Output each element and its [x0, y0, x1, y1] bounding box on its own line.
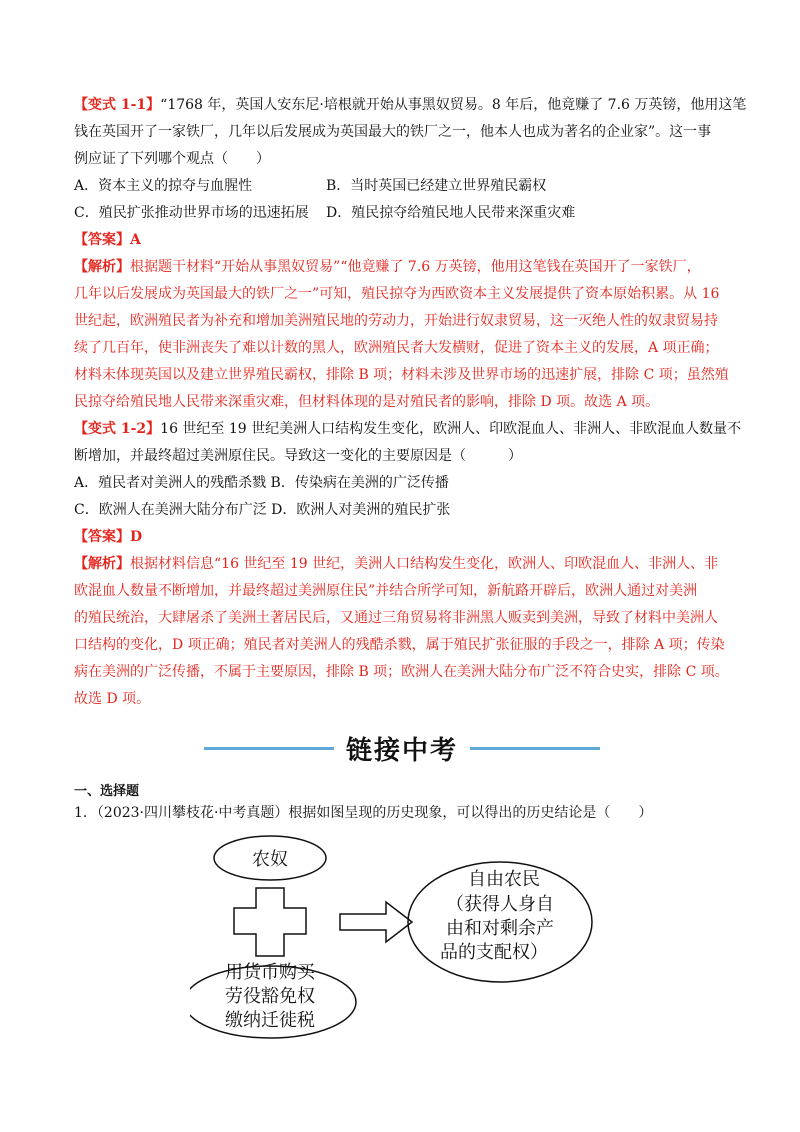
v11-options-row-2 — [74, 200, 730, 227]
v12-stem-line-1: 【变式 1-2】16 世纪至 19 世纪美洲人口结构发生变化，欧洲人、印欧混血人、非洲人、非欧混血人数量不 — [74, 421, 742, 437]
result-line-4: 品的支配权） — [440, 942, 548, 963]
v11-analysis-line-3: 世纪起，欧洲殖民者为补充和增加美洲殖民地的劳动力，开始进行奴隶贸易，这一灭绝人性的奴隶贸易持 — [74, 313, 718, 329]
v11-answer: 【答案】A — [74, 232, 141, 248]
v12-analysis-tag: 【解析】 — [74, 556, 130, 572]
v12-analysis-line-6: 故选 D 项。 — [74, 691, 151, 707]
means-line-3: 缴纳迁徙税 — [225, 1010, 315, 1031]
section-title: 一、选择题 — [74, 784, 140, 799]
plus-icon — [234, 888, 306, 956]
result-line-1: 自由农民 — [468, 869, 540, 890]
v11-option-d[interactable]: D．殖民掠夺给殖民地人民带来深重灾难 — [326, 205, 576, 221]
history-diagram — [190, 830, 610, 1040]
v11-option-a[interactable]: A．资本主义的掠夺与血腥性 — [74, 178, 253, 194]
v11-analysis-line-4: 续了几百年，使非洲丧失了难以计数的黑人，欧洲殖民者大发横财，促进了资本主义的发展，A 项正确； — [74, 340, 719, 356]
v12-analysis-line-3: 的殖民统治，大肆屠杀了美洲土著居民后，又通过三角贸易将非洲黑人贩卖到美洲，导致了材料中美洲人 — [74, 610, 718, 626]
v11-options-row-1 — [74, 173, 730, 200]
means-line-1: 用货币购买 — [225, 962, 315, 983]
arrow-right-icon — [340, 902, 412, 942]
result-line-3: 由和对剩余产 — [446, 918, 554, 939]
v11-analysis-tag: 【解析】 — [74, 259, 130, 275]
means-line-2: 劳役豁免权 — [225, 986, 315, 1007]
v12-analysis-line-5: 病在美洲的广泛传播，不属于主要原因，排除 B 项；欧洲人在美洲大陆分布广泛不符合史实，排除 C 项。 — [74, 664, 729, 680]
v12-analysis-line-1: 【解析】根据材料信息“16 世纪至 19 世纪，美洲人口结构发生变化，欧洲人、印欧混血人、非洲人、非 — [74, 556, 719, 572]
question-1-stem: 1．（2023·四川攀枝花·中考真题）根据如图呈现的历史现象，可以得出的历史结论是（ ） — [74, 805, 653, 821]
v12-answer: 【答案】D — [74, 529, 143, 545]
page-body — [74, 92, 747, 713]
v12-options-row-1[interactable]: A．殖民者对美洲人的残酷杀戮 B．传染病在美洲的广泛传播 — [74, 475, 449, 491]
v11-option-b[interactable]: B．当时英国已经建立世界殖民霸权 — [326, 178, 547, 194]
v11-stem-line-1: 【变式 1-1】“1768 年，英国人安东尼·培根就开始从事黑奴贸易。8 年后，他竟赚了 7.6 万英镑，他用这笔 — [74, 97, 747, 113]
v12-stem-line-2: 断增加，并最终超过美洲原住民。导致这一变化的主要原因是（ ） — [74, 448, 522, 464]
link-title-banner — [74, 728, 730, 768]
v11-stem-line-2: 钱在英国开了一家铁厂，几年以后发展成为英国最大的铁厂之一，他本人也成为著名的企业家”。这一事 — [74, 124, 712, 140]
v12-tag: 【变式 1-2】 — [74, 421, 161, 437]
result-line-2: （获得人身自 — [446, 894, 554, 915]
v12-analysis-line-2: 欧混血人数量不断增加，并最终超过美洲原住民”并结合所学可知，新航路开辟后，欧洲人通过对美洲 — [74, 583, 698, 599]
v11-analysis-line-5: 材料未体现英国以及建立世界殖民霸权，排除 B 项；材料未涉及世界市场的迅速扩展，排除 C 项；虽然殖 — [74, 367, 729, 383]
v12-analysis-line-4: 口结构的变化，D 项正确；殖民者对美洲人的残酷杀戮，属于殖民扩张征服的手段之一，排除 A 项；传染 — [74, 637, 725, 653]
title-divider-left — [204, 747, 334, 750]
v11-analysis-line-2: 几年以后发展成为英国最大的铁厂之一”可知，殖民掠夺为西欧资本主义发展提供了资本原始积累。从 16 — [74, 286, 720, 302]
v11-analysis-line-1: 【解析】根据题干材料“开始从事黑奴贸易”“他竟赚了 7.6 万英镑，他用这笔钱在英国开了一家铁厂， — [74, 259, 701, 275]
v11-analysis-line-6: 民掠夺给殖民地人民带来深重灾难，但材料体现的是对殖民者的影响，排除 D 项。故选 A 项。 — [74, 394, 660, 410]
serf-label: 农奴 — [252, 849, 288, 870]
link-title: 链接中考 — [345, 735, 458, 766]
v11-stem-line-3: 例应证了下列哪个观点（ ） — [74, 151, 270, 167]
title-divider-right — [470, 747, 600, 750]
v12-options-row-2[interactable]: C．欧洲人在美洲大陆分布广泛 D．欧洲人对美洲的殖民扩张 — [74, 502, 451, 518]
v11-option-c[interactable]: C．殖民扩张推动世界市场的迅速拓展 — [74, 205, 309, 221]
v11-tag: 【变式 1-1】 — [74, 97, 161, 113]
